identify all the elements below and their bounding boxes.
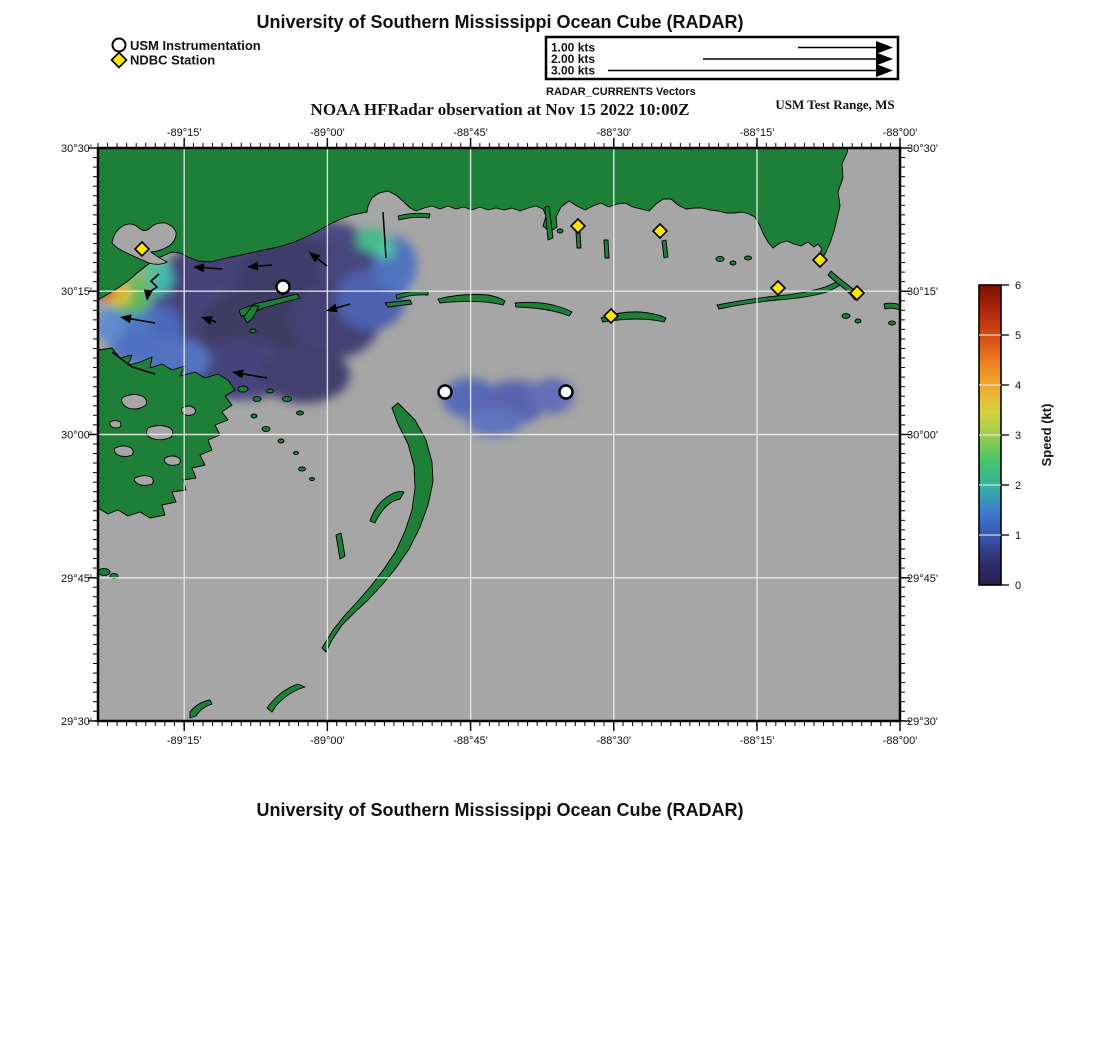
colorbar-tick-label: 6 [1015, 280, 1022, 292]
usm-instrumentation-icon [113, 39, 126, 52]
lat-tick-label: 30°00' [907, 429, 938, 442]
lon-tick-label: -89°15' [166, 735, 202, 747]
lat-tick-label: 30°00' [61, 429, 92, 442]
usm-instrumentation-marker [277, 281, 290, 294]
legend-usm-label: USM Instrumentation [130, 38, 261, 53]
river-sliver [604, 240, 609, 258]
lat-tick-label: 29°45' [907, 572, 938, 585]
lat-tick-label: 30°30' [907, 143, 938, 155]
colorbar-tick-label: 4 [1015, 380, 1022, 392]
lon-tick-label: -88°00' [882, 735, 918, 747]
map-panel [61, 127, 938, 747]
subtitle: NOAA HFRadar observation at Nov 15 2022 10:00Z [310, 100, 690, 119]
river-sliver [576, 232, 581, 248]
lat-tick-label: 29°30' [907, 716, 938, 728]
scale-row-1-label: 1.00 kts [551, 40, 596, 55]
usm-instrumentation-marker [560, 386, 573, 399]
lon-tick-label: -89°15' [166, 127, 202, 139]
vector-scale-caption: RADAR_CURRENTS Vectors [546, 86, 696, 98]
lat-tick-label: 29°45' [61, 572, 92, 585]
map-legend [112, 38, 261, 68]
lat-tick-label: 30°15' [61, 286, 92, 299]
lat-tick-label: 30°30' [61, 143, 92, 155]
vector-scale-frame [546, 37, 898, 79]
colorbar [979, 280, 1054, 592]
lon-tick-label: -88°45' [453, 127, 488, 139]
ndbc-station-icon [112, 53, 127, 68]
lat-tick-label: 30°15' [907, 286, 938, 299]
page-title: University of Southern Mississippi Ocean Cube (RADAR) [256, 12, 744, 32]
region-label: USM Test Range, MS [775, 97, 895, 112]
legend-ndbc-label: NDBC Station [130, 52, 216, 68]
vector-scale-box [546, 37, 898, 98]
lon-tick-label: -89°00' [310, 127, 345, 139]
lon-tick-label: -89°00' [310, 735, 345, 747]
colorbar-tick-label: 1 [1015, 530, 1022, 542]
lon-tick-label: -88°30' [596, 735, 632, 747]
scale-row-3-label: 3.00 kts [551, 63, 596, 78]
colorbar-tick-label: 0 [1015, 580, 1022, 592]
colorbar-label: Speed (kt) [1039, 403, 1054, 467]
bottom-title: University of Southern Mississippi Ocean Cube (RADAR) [256, 800, 744, 820]
lon-tick-label: -88°45' [453, 735, 488, 747]
lon-tick-label: -88°00' [882, 127, 918, 139]
usm-instrumentation-marker [439, 386, 452, 399]
lon-tick-label: -88°15' [739, 735, 775, 747]
colorbar-tick-label: 3 [1015, 430, 1022, 442]
lon-tick-label: -88°30' [596, 127, 632, 139]
colorbar-tick-label: 5 [1015, 330, 1022, 342]
scale-row-2-label: 2.00 kts [551, 52, 596, 66]
colorbar-tick-label: 2 [1015, 480, 1022, 492]
lat-tick-label: 29°30' [61, 716, 92, 728]
lon-tick-label: -88°15' [739, 127, 775, 139]
